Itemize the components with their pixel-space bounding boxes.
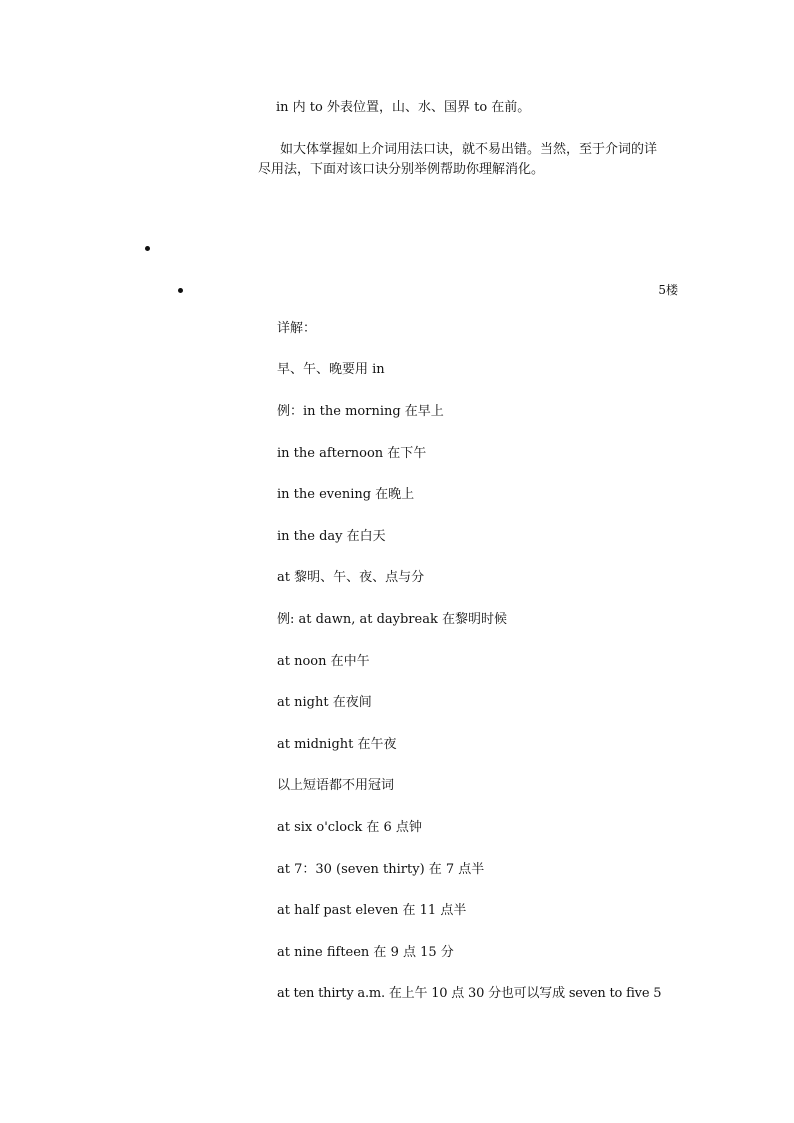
content-line: at six o'clock 在 6 点钟 [277,820,422,835]
inner-bullet [178,288,183,293]
content-line: at 黎明、午、夜、点与分 [277,570,425,585]
content-line: in the evening 在晚上 [277,487,415,502]
content-line: 以上短语都不用冠词 [277,778,395,793]
outer-bullet [145,246,150,251]
content-line: at noon 在中午 [277,654,370,669]
content-line: 早、午、晚要用 in [277,362,385,377]
intro-paragraph-line-2: 尽用法，下面对该口诀分别举例帮助你理解消化。 [258,162,545,177]
floor-number: 5楼 [658,283,678,297]
content-line: at nine fifteen 在 9 点 15 分 [277,945,454,960]
content-line: 例: at dawn, at daybreak 在黎明时候 [277,612,507,627]
content-line: in the day 在白天 [277,529,386,544]
content-line: at 7：30 (seven thirty) 在 7 点半 [277,862,485,877]
intro-line: in 内 to 外表位置，山、水、国界 to 在前。 [276,100,531,115]
content-line: at half past eleven 在 11 点半 [277,903,467,918]
content-line: at midnight 在午夜 [277,737,397,752]
content-line: 详解： [277,321,317,336]
content-line: at ten thirty a.m. 在上午 10 点 30 分也可以写成 seven to five 5 [277,986,662,1001]
content-line: in the afternoon 在下午 [277,446,427,461]
content-line: 例：in the morning 在早上 [277,404,444,419]
intro-paragraph-line-1: 如大体掌握如上介词用法口诀，就不易出错。当然，至于介词的详 [280,142,658,157]
content-line: at night 在夜间 [277,695,372,710]
